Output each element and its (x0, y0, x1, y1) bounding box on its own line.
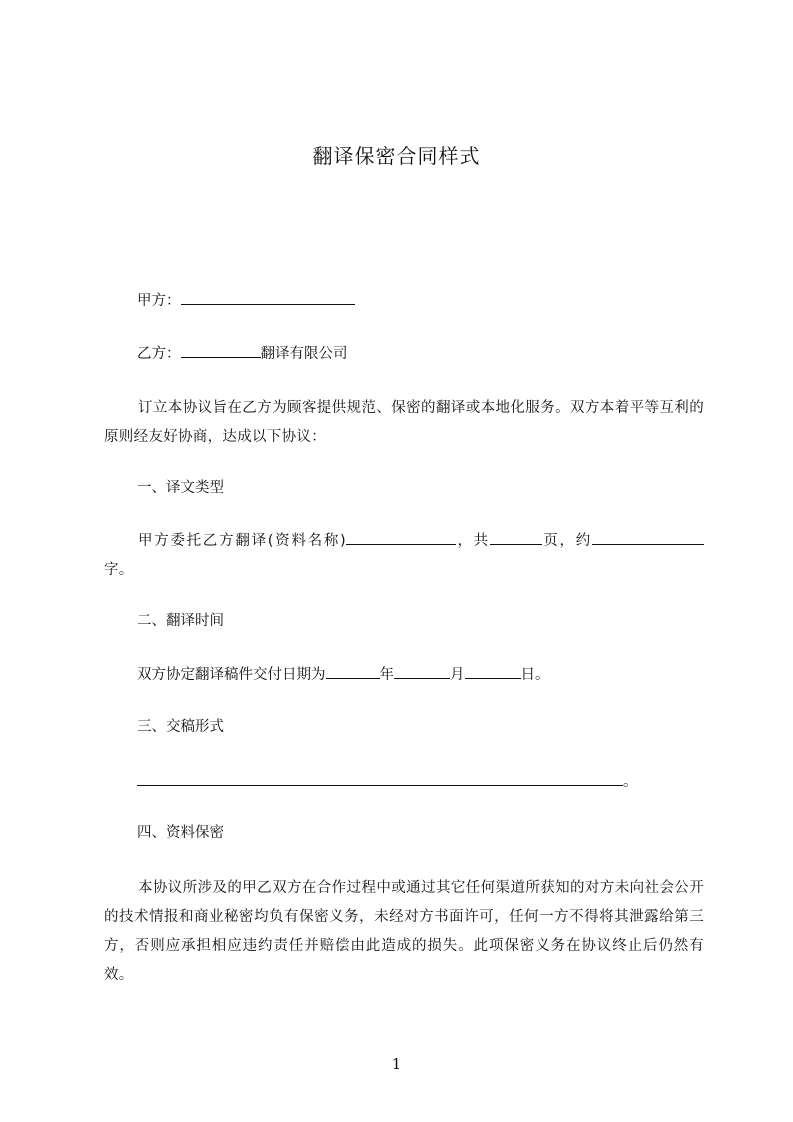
section4-paragraph: 本协议所涉及的甲乙双方在合作过程中或通过其它任何渠道所获知的对方未向社会公开的技术情报和商业秘密均负有保密义务，未经对方书面许可，任何一方不得将其泄露给第三方，否则应承担相应违约责任并赔偿由此造成的损失。此项保密义务在协议终止后仍然有效。 (104, 880, 704, 983)
section1-paragraph (104, 527, 704, 585)
section1-text-c: 页，约 (541, 533, 592, 549)
party-a-line (137, 290, 355, 311)
section1-text-b: ，共 (456, 533, 490, 549)
day-blank (465, 664, 521, 679)
section2-heading: 二、翻译时间 (137, 613, 224, 629)
document-name-blank (346, 530, 456, 545)
party-a-label: 甲方： (137, 293, 181, 309)
section4-heading: 四、资料保密 (137, 825, 224, 841)
party-b-label: 乙方： (137, 346, 181, 362)
section1-text-d: 字。 (104, 562, 134, 578)
party-a-blank (181, 290, 355, 305)
section1-heading: 一、译文类型 (137, 480, 224, 496)
party-b-suffix: 翻译有限公司 (260, 346, 348, 362)
document-title: 翻译保密合同样式 (312, 144, 481, 168)
word-count-blank (592, 530, 696, 545)
party-b-line (137, 343, 348, 364)
section3-heading: 三、交稿形式 (137, 719, 224, 735)
delivery-format-blank (137, 771, 623, 786)
section2-text-a: 双方协定翻译稿件交付日期为 (137, 667, 326, 683)
intro-paragraph: 订立本协议旨在乙方为顾客提供规范、保密的翻译或本地化服务。双方本着平等互利的原则经友好协商，达成以下协议： (104, 400, 704, 445)
year-label: 年 (379, 667, 394, 683)
section1-text-a: 甲方委托乙方翻译(资料名称) (138, 533, 347, 549)
section3-end: 。 (623, 774, 638, 790)
page-number: 1 (391, 1055, 402, 1073)
page-count-blank (490, 530, 542, 545)
month-label: 月 (450, 667, 465, 683)
month-blank (394, 664, 450, 679)
section3-line (137, 771, 638, 792)
section2-line (137, 664, 550, 685)
day-label: 日。 (520, 667, 550, 683)
year-blank (326, 664, 380, 679)
party-b-blank (181, 343, 261, 358)
word-count-blank-tail (696, 530, 704, 545)
